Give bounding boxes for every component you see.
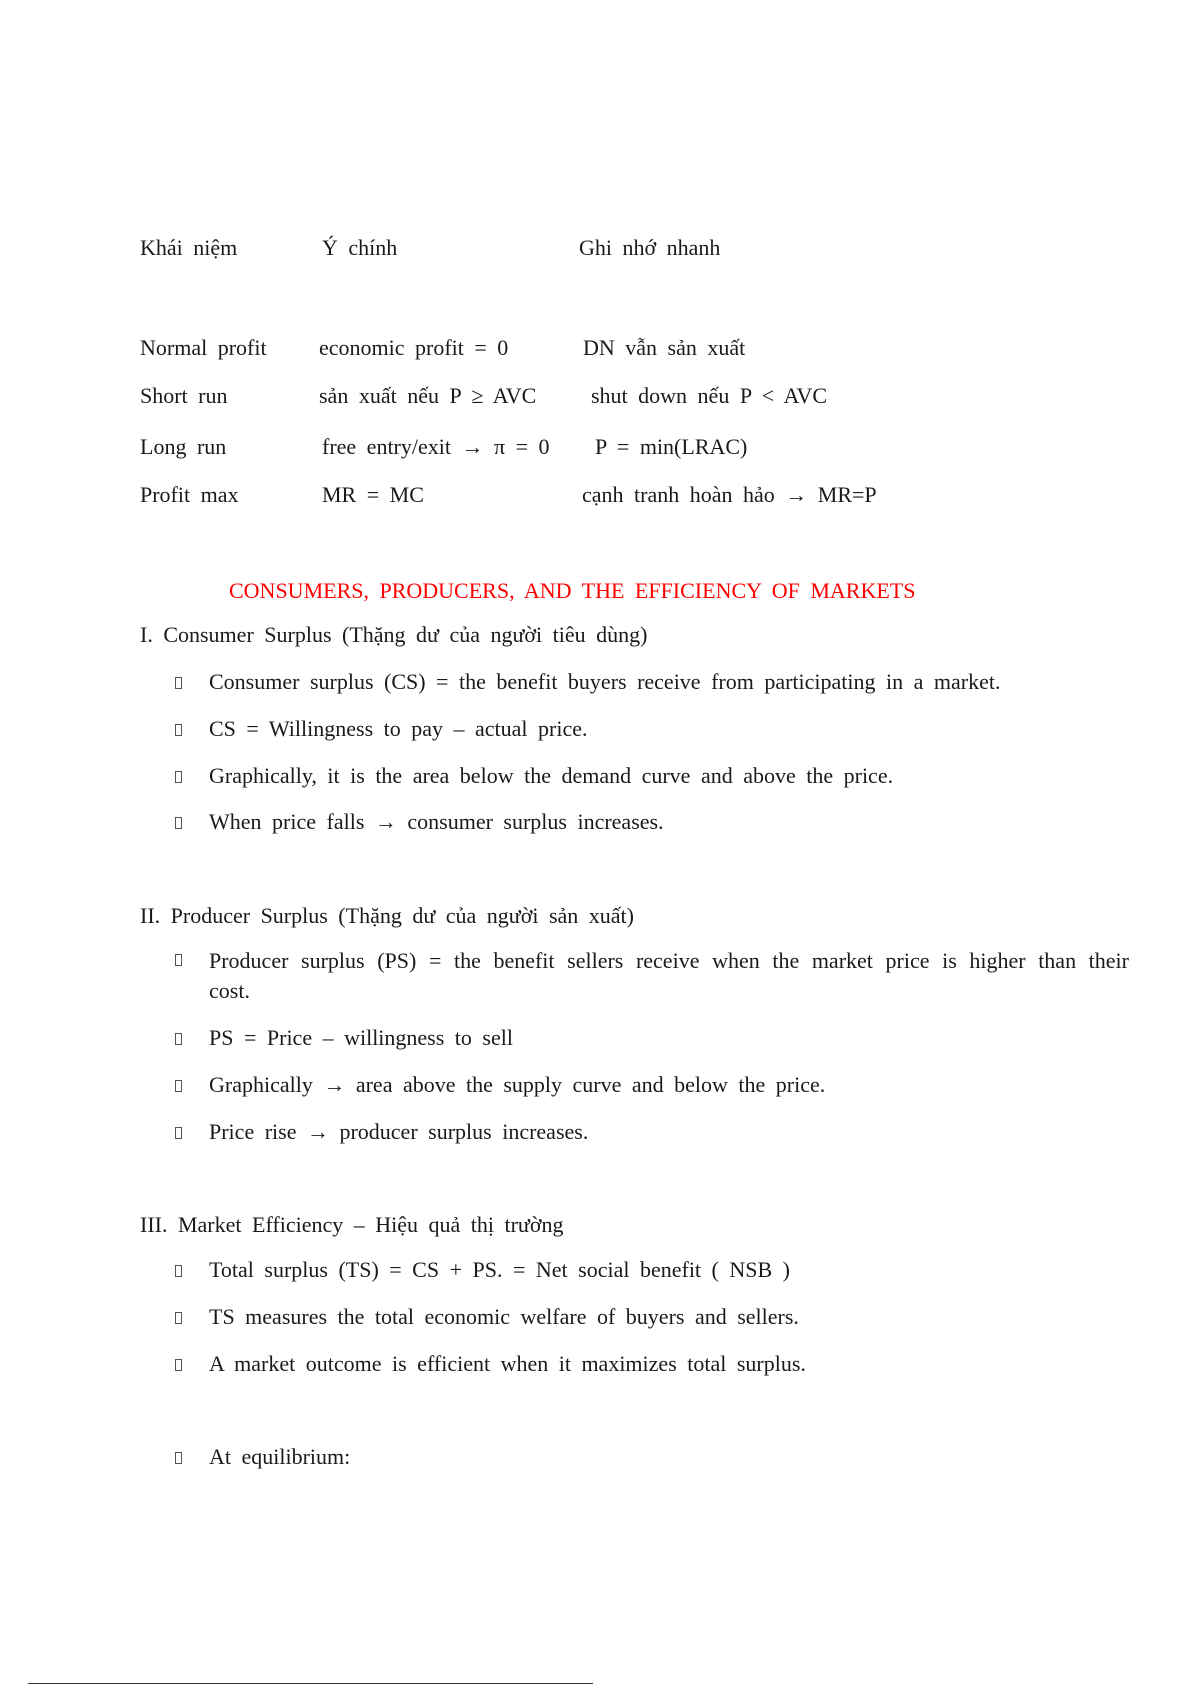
- table-header-concept: Khái niệm: [140, 235, 238, 260]
- section-heading: I. Consumer Surplus (Thặng dư của người tiêu dùng): [140, 622, 648, 647]
- bullet-icon: [173, 1257, 183, 1283]
- table-cell-main-idea: sản xuất nếu P ≥ AVC: [319, 383, 537, 408]
- table-cell-quick-note: P = min(LRAC): [595, 434, 748, 459]
- bullet-icon: [173, 669, 183, 695]
- table-cell-quick-note: DN vẫn sản xuất: [583, 335, 746, 360]
- list-item: Producer surplus (PS) = the benefit sellers receive when the market price is higher than their cost.: [209, 948, 1129, 1003]
- section-heading: III. Market Efficiency – Hiệu quả thị trường: [140, 1212, 564, 1237]
- list-item: When price falls → consumer surplus increases.: [209, 809, 664, 834]
- list-item: TS measures the total economic welfare of buyers and sellers.: [209, 1304, 799, 1329]
- page-title: CONSUMERS, PRODUCERS, AND THE EFFICIENCY OF MARKETS: [229, 578, 916, 603]
- bullet-icon: [173, 763, 183, 789]
- table-header-quick-note: Ghi nhớ nhanh: [579, 235, 721, 260]
- list-item: Consumer surplus (CS) = the benefit buyers receive from participating in a market.: [209, 669, 1001, 694]
- bullet-icon: [173, 1025, 183, 1051]
- list-item: CS = Willingness to pay – actual price.: [209, 716, 588, 741]
- bullet-icon: [173, 716, 183, 742]
- table-cell-main-idea: MR = MC: [322, 482, 424, 507]
- table-cell-concept: Long run: [140, 434, 227, 459]
- list-item: PS = Price – willingness to sell: [209, 1025, 513, 1050]
- table-cell-concept: Profit max: [140, 482, 239, 507]
- table-cell-quick-note: shut down nếu P < AVC: [591, 383, 828, 408]
- table-header-main-idea: Ý chính: [322, 235, 398, 260]
- list-item: At equilibrium:: [209, 1444, 351, 1469]
- list-item: Graphically → area above the supply curve and below the price.: [209, 1072, 826, 1097]
- bullet-icon: [173, 1072, 183, 1098]
- table-cell-concept: Normal profit: [140, 335, 267, 360]
- table-cell-main-idea: economic profit = 0: [319, 335, 509, 360]
- bullet-icon: [173, 1304, 183, 1330]
- footer-divider: [28, 1683, 593, 1684]
- table-cell-main-idea: free entry/exit → π = 0: [322, 434, 550, 459]
- list-item: Graphically, it is the area below the demand curve and above the price.: [209, 763, 894, 788]
- table-cell-quick-note: cạnh tranh hoàn hảo → MR=P: [582, 482, 877, 507]
- bullet-icon: [173, 1351, 183, 1377]
- bullet-icon: [173, 946, 183, 972]
- list-item: Price rise → producer surplus increases.: [209, 1119, 589, 1144]
- list-item: Total surplus (TS) = CS + PS. = Net social benefit ( NSB ): [209, 1257, 790, 1282]
- bullet-icon: [173, 1444, 183, 1470]
- table-cell-concept: Short run: [140, 383, 228, 408]
- bullet-icon: [173, 1119, 183, 1145]
- bullet-icon: [173, 809, 183, 835]
- section-heading: II. Producer Surplus (Thặng dư của người sản xuất): [140, 903, 634, 928]
- list-item: A market outcome is efficient when it maximizes total surplus.: [209, 1351, 806, 1376]
